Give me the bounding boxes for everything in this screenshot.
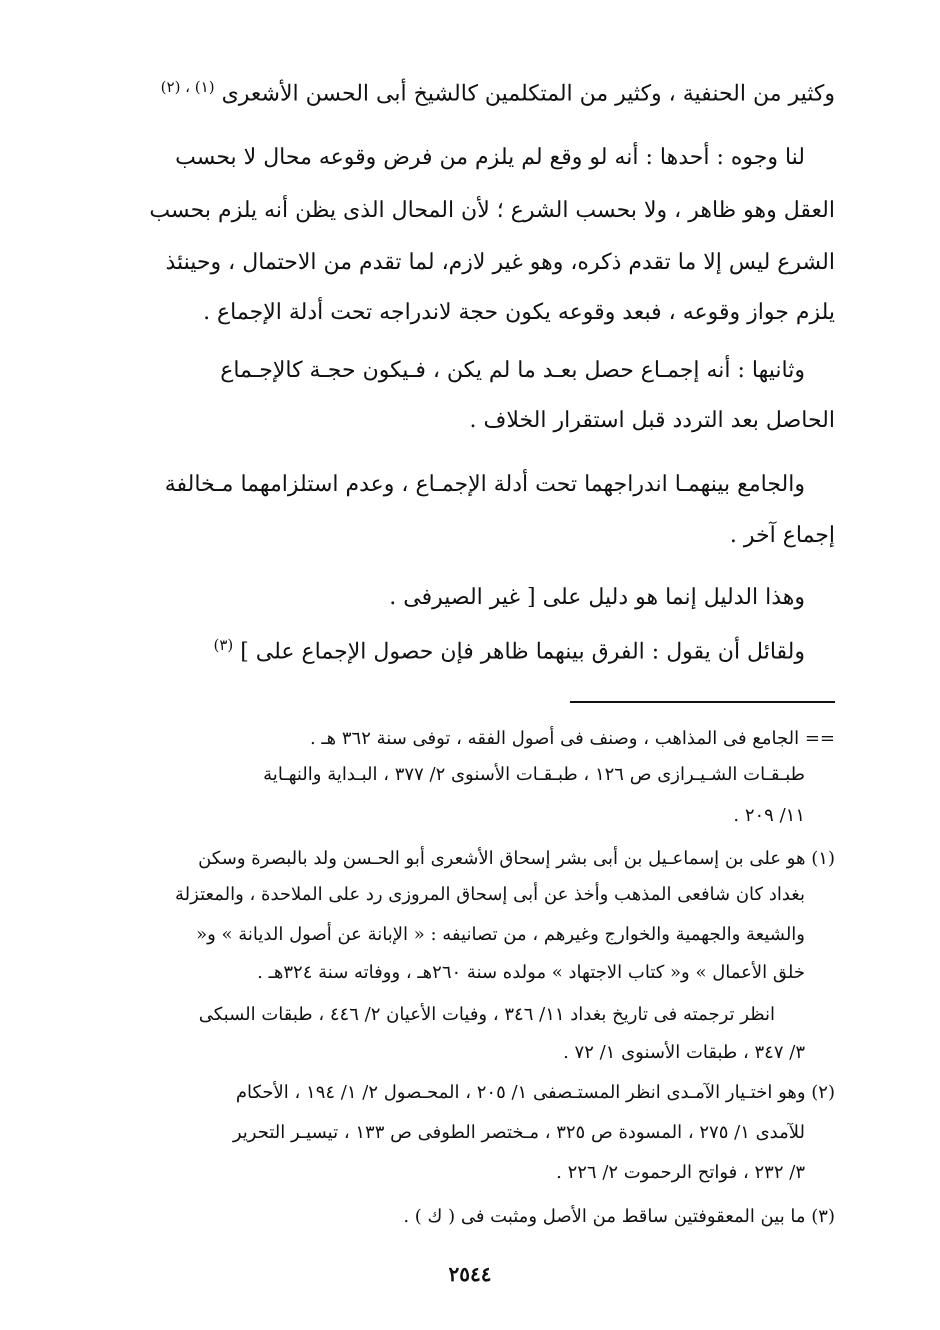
body-line-1-text: وكثير من الحنفية ، وكثير من المتكلمين كالشيخ أبى الحسن الأشعرى <box>221 81 835 107</box>
footnote-1-line-6: ٣/ ٣٤٧ ، طبقات الأسنوى ١/ ٧٢ . <box>563 1042 805 1063</box>
footnote-2-line-2: للآمدى ١/ ٢٧٥ ، المسودة ص ٣٢٥ ، مـختصر الطوفى ص ١٣٣ ، تيسيـر التحرير <box>232 1122 805 1143</box>
footnote-refs-1-2: (١) ، (٢) <box>160 78 215 96</box>
body-line-1 <box>110 78 835 106</box>
footnote-continued-line-1: == الجامع فى المذاهب ، وصنف فى أصول الفقه ، توفى سنة ٣٦٢ هـ . <box>309 728 835 749</box>
paragraph-2-line-1: وثانيها : أنه إجمـاع حصل بعـد ما لم يكن ، فـيكون حجـة كالإجـماع <box>220 358 805 383</box>
footnote-3-line-1: (٣) ما بين المعقوفتين ساقط من الأصل ومثبت فى ( ك ) . <box>403 1206 835 1227</box>
footnote-1-line-2: بغداد كان شافعى المذهب وأخذ عن أبى إسحاق المروزى رد على الملاحدة ، والمعتزلة <box>175 884 805 905</box>
paragraph-1-line-4: يلزم جواز وقوعه ، فبعد وقوعه يكون حجة لاندراجه تحت أدلة الإجماع . <box>203 300 835 325</box>
footnote-continued-line-3: ١١/ ٢٠٩ . <box>733 805 805 826</box>
paragraph-3-line-2: إجماع آخر . <box>729 523 835 548</box>
footnote-separator <box>570 701 835 703</box>
footnote-2-line-3: ٣/ ٢٣٢ ، فواتح الرحموت ٢/ ٢٢٦ . <box>556 1162 805 1183</box>
paragraph-4-line-1: وهذا الدليل إنما هو دليل على [ غير الصيرفى . <box>389 585 805 610</box>
footnote-1-line-3: والشيعة والجهمية والخوارج وغيرهم ، من تصانيفه : « الإبانة عن أصول الديانة » و« <box>196 924 805 945</box>
page-number: ٢٥٤٤ <box>448 1262 492 1286</box>
footnote-1-line-4: خلق الأعمال » و« كتاب الاجتهاد » مولده سنة ٢٦٠هـ ، ووفاته سنة ٣٢٤هـ . <box>257 962 805 983</box>
footnote-2-line-1: (٢) وهو اختـيار الآمـدى انظر المستـصفى ١/ ٢٠٥ ، المحـصول ٢/ ١/ ١٩٤ ، الأحكام <box>235 1082 835 1103</box>
paragraph-5-line-1-text: ولقائل أن يقول : الفرق بينهما ظاهر فإن حصول الإجماع على ] <box>240 639 805 665</box>
paragraph-2-line-2: الحاصل بعد التردد قبل استقرار الخلاف . <box>469 408 835 433</box>
footnote-1-line-1: (١) هو على بن إسماعـيل بن أبى بشر إسحاق الأشعرى أبو الحـسن ولد بالبصرة وسكن <box>198 848 835 869</box>
footnote-continued-line-2: طبـقـات الشـيـرازى ص ١٢٦ ، طبـقـات الأسنوى ٢/ ٣٧٧ ، البـداية والنهـاية <box>263 764 805 785</box>
footnote-1-line-5: انظر ترجمته فى تاريخ بغداد ١١/ ٣٤٦ ، وفيات الأعيان ٢/ ٤٤٦ ، طبقات السبكى <box>198 1004 775 1025</box>
paragraph-1-line-2: العقل وهو ظاهر ، ولا بحسب الشرع ؛ لأن المحال الذى يظن أنه يلزم بحسب <box>149 198 835 223</box>
paragraph-1-line-1: لنا وجوه : أحدها : أنه لو وقع لم يلزم من فرض وقوعه محال لا بحسب <box>175 145 805 170</box>
paragraph-3-line-1: والجامع بينهمـا اندراجهما تحت أدلة الإجمـاع ، وعدم استلزامهما مـخالفة <box>164 472 805 497</box>
paragraph-1-line-3: الشرع ليس إلا ما تقدم ذكره، وهو غير لازم، لما تقدم من الاحتمال ، وحينئذ <box>165 250 835 275</box>
paragraph-5-line-1 <box>110 636 835 664</box>
footnote-ref-3: (٣) <box>213 636 234 654</box>
